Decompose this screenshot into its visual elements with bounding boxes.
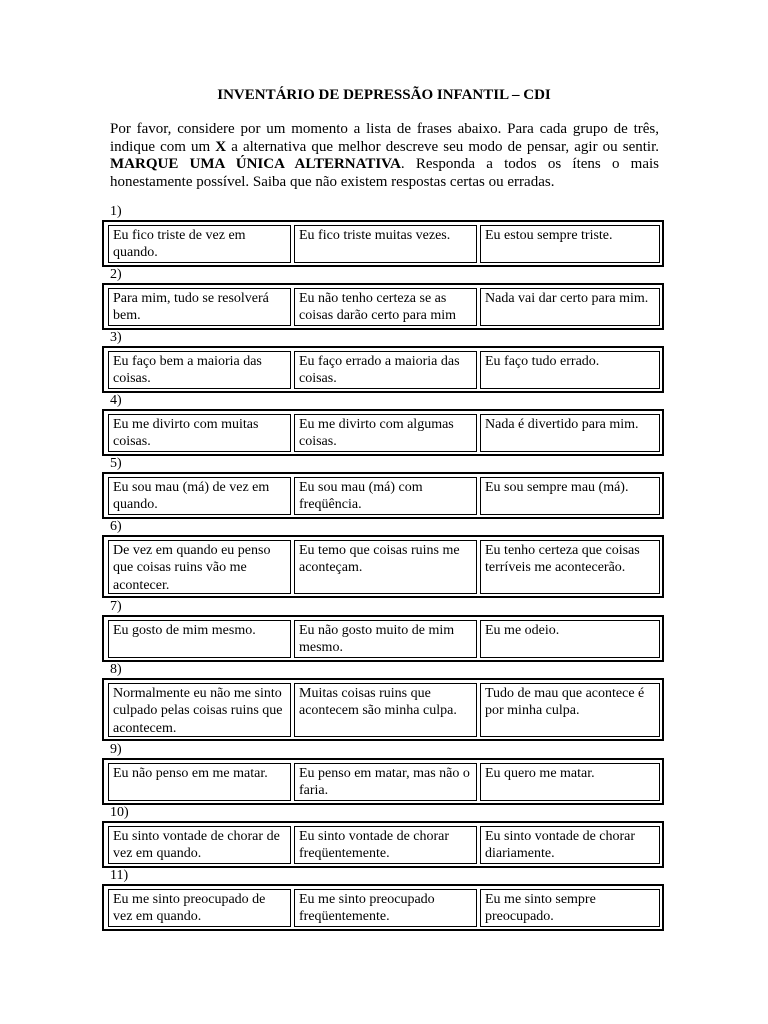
answer-option[interactable]: Normalmente eu não me sinto culpado pelas coisas ruins que acontecem.: [108, 683, 291, 737]
answer-option[interactable]: Eu faço errado a maioria das coisas.: [294, 351, 477, 389]
answer-option[interactable]: Eu me odeio.: [480, 620, 660, 658]
document-title: INVENTÁRIO DE DEPRESSÃO INFANTIL – CDI: [217, 87, 551, 103]
instructions-part-1: Por favor, considere por um momento a lista de frases abaixo. Para cada grupo de três, indique com um: [110, 121, 659, 155]
answer-option[interactable]: Eu me sinto preocupado freqüentemente.: [294, 889, 477, 927]
question-box: [102, 821, 664, 868]
question-number: 4): [110, 393, 122, 408]
answer-option[interactable]: Eu sou mau (má) de vez em quando.: [108, 477, 291, 515]
answer-option[interactable]: Eu me divirto com muitas coisas.: [108, 414, 291, 452]
answer-option[interactable]: Nada é divertido para mim.: [480, 414, 660, 452]
answer-option[interactable]: De vez em quando eu penso que coisas ruins vão me acontecer.: [108, 540, 291, 594]
answer-option[interactable]: Eu não tenho certeza se as coisas darão certo para mim: [294, 288, 477, 326]
answer-option[interactable]: Muitas coisas ruins que acontecem são minha culpa.: [294, 683, 477, 737]
question-box: [102, 283, 664, 330]
answer-option[interactable]: Eu fico triste de vez em quando.: [108, 225, 291, 263]
question-box: [102, 535, 664, 598]
question-number: 6): [110, 519, 122, 534]
question-number: 1): [110, 204, 122, 219]
question-number: 2): [110, 267, 122, 282]
answer-option[interactable]: Eu sinto vontade de chorar freqüentemente.: [294, 826, 477, 864]
question-number: 8): [110, 662, 122, 677]
answer-option[interactable]: Eu não penso em me matar.: [108, 763, 291, 801]
question-number: 11): [110, 868, 129, 883]
instructions-emphasis: MARQUE UMA ÚNICA ALTERNATIVA: [110, 156, 401, 172]
answer-option[interactable]: Eu sou sempre mau (má).: [480, 477, 660, 515]
answer-option[interactable]: Eu quero me matar.: [480, 763, 660, 801]
answer-option[interactable]: Eu faço tudo errado.: [480, 351, 660, 389]
answer-option[interactable]: Eu tenho certeza que coisas terríveis me acontecerão.: [480, 540, 660, 594]
answer-option[interactable]: Eu me sinto sempre preocupado.: [480, 889, 660, 927]
question-box: [102, 346, 664, 393]
answer-option[interactable]: Eu me divirto com algumas coisas.: [294, 414, 477, 452]
question-box: [102, 758, 664, 805]
question-number: 5): [110, 456, 122, 471]
answer-option[interactable]: Tudo de mau que acontece é por minha culpa.: [480, 683, 660, 737]
question-number: 9): [110, 742, 122, 757]
answer-option[interactable]: Eu estou sempre triste.: [480, 225, 660, 263]
answer-option[interactable]: Eu faço bem a maioria das coisas.: [108, 351, 291, 389]
question-box: [102, 884, 664, 931]
answer-option[interactable]: Nada vai dar certo para mim.: [480, 288, 660, 326]
answer-option[interactable]: Eu penso em matar, mas não o faria.: [294, 763, 477, 801]
instructions-part-3: . Responda a todos os ítens o mais honestamente possível. Saiba que não existem respostas certas ou erradas.: [110, 156, 659, 190]
instructions-x-mark: X: [215, 138, 227, 155]
answer-option[interactable]: Eu temo que coisas ruins me aconteçam.: [294, 540, 477, 594]
question-box: [102, 615, 664, 662]
question-box: [102, 220, 664, 267]
question-box: [102, 678, 664, 741]
answer-option[interactable]: Eu sou mau (má) com freqüência.: [294, 477, 477, 515]
question-box: [102, 472, 664, 519]
instructions-part-2: a alternativa que melhor descreve seu modo de pensar, agir ou sentir.: [226, 138, 659, 155]
answer-option[interactable]: Eu fico triste muitas vezes.: [294, 225, 477, 263]
question-number: 7): [110, 599, 122, 614]
answer-option[interactable]: Eu sinto vontade de chorar de vez em quando.: [108, 826, 291, 864]
answer-option[interactable]: Para mim, tudo se resolverá bem.: [108, 288, 291, 326]
answer-option[interactable]: Eu me sinto preocupado de vez em quando.: [108, 889, 291, 927]
answer-option[interactable]: Eu sinto vontade de chorar diariamente.: [480, 826, 660, 864]
answer-option[interactable]: Eu não gosto muito de mim mesmo.: [294, 620, 477, 658]
answer-option[interactable]: Eu gosto de mim mesmo.: [108, 620, 291, 658]
instructions-paragraph: [110, 121, 659, 191]
question-number: 10): [110, 805, 129, 820]
question-number: 3): [110, 330, 122, 345]
question-box: [102, 409, 664, 456]
